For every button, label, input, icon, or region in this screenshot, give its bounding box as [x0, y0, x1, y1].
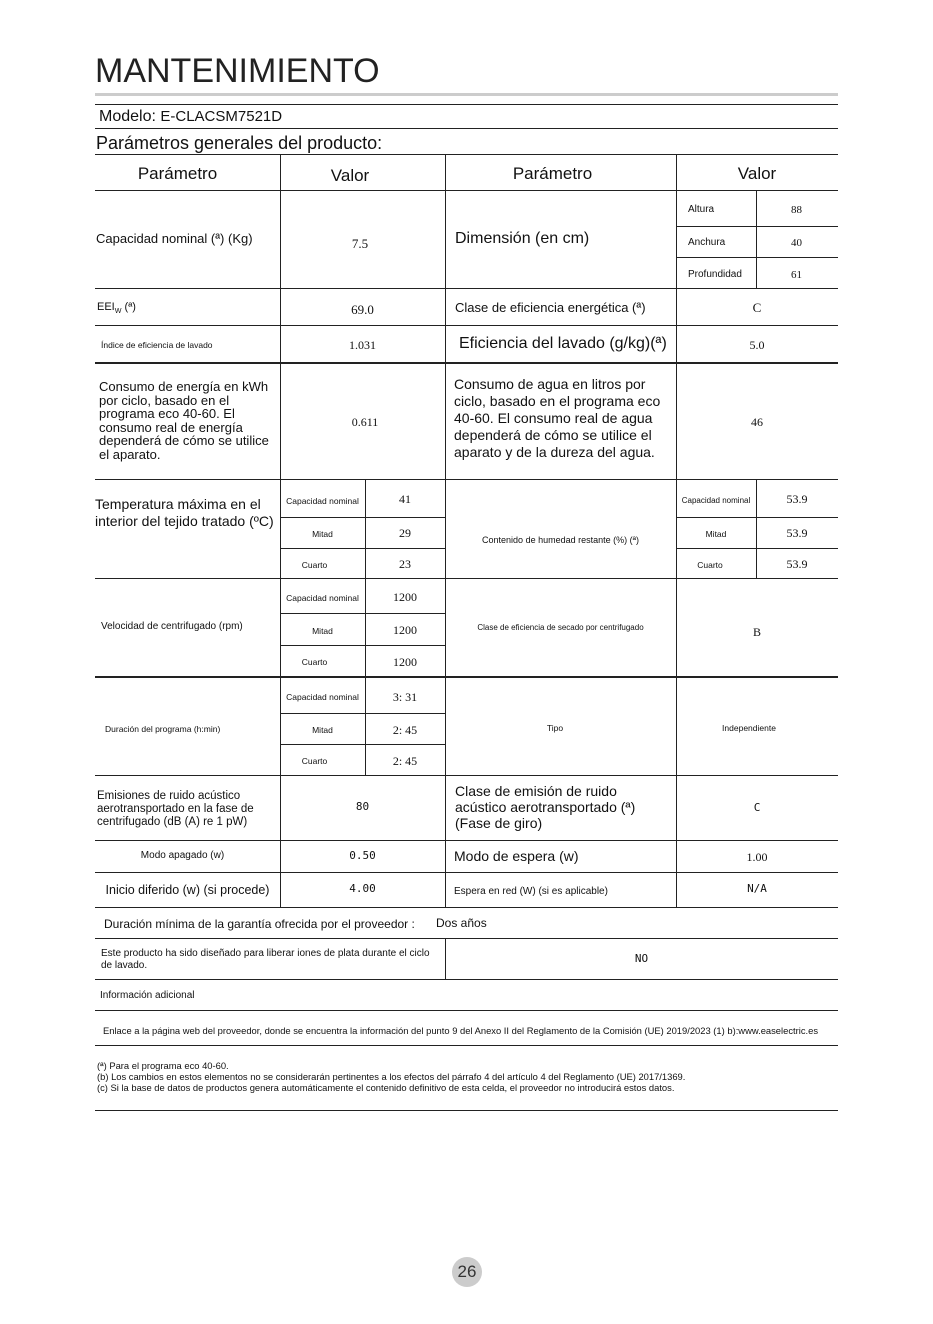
- header-param-right: Parámetro: [512, 164, 593, 183]
- spin-class-value: B: [752, 625, 761, 639]
- spin-speed-label: Velocidad de centrifugado (rpm): [101, 621, 243, 632]
- dimension-item-value: 88: [791, 204, 802, 216]
- header-param-left: Parámetro: [137, 164, 218, 183]
- off-mode-value: 0.50: [349, 849, 376, 862]
- energy-class-value: C: [752, 300, 762, 315]
- spin-class-label: Clase de eficiencia de secado por centrifugado: [477, 623, 644, 632]
- moisture-item-label: Mitad: [705, 529, 727, 539]
- spin-item-value: 1200: [393, 655, 417, 669]
- type-value: Independiente: [722, 723, 776, 733]
- silver-label: Este producto ha sido diseñado para liberar iones de plata durante el ciclo de lavado.: [101, 948, 430, 971]
- section-title: Parámetros generales del producto:: [96, 133, 383, 153]
- duration-item-value: 2: 45: [392, 754, 418, 768]
- page-number: 26: [457, 1262, 477, 1281]
- capacity-value: 7.5: [351, 236, 369, 251]
- network-standby-value: N/A: [747, 882, 767, 895]
- wash-index-value: 1.031: [349, 338, 376, 352]
- max-temp-item-value: 41: [399, 492, 411, 506]
- dimension-item-label: Profundidad: [688, 269, 742, 280]
- duration-item-value: 3: 31: [392, 690, 418, 704]
- footnote: (b) Los cambios en estos elementos no se considerarán pertinentes a los efectos del párrafo 4 del artículo 4 del Reglamento (UE) 2017/1369.: [97, 1071, 686, 1082]
- dimension-label: Dimensión (en cm): [455, 230, 590, 247]
- eei-label-suffix: (ª): [121, 301, 136, 313]
- spin-item-value: 1200: [393, 590, 417, 604]
- eei-label: [97, 301, 136, 315]
- dimension-item-value: 40: [791, 237, 802, 249]
- type-label: Tipo: [546, 723, 564, 733]
- max-temp-item-value: 29: [399, 526, 411, 540]
- wash-eff-value: 5.0: [749, 338, 765, 352]
- spin-item-label: Mitad: [312, 626, 333, 636]
- moisture-item-value: 53.9: [786, 492, 808, 506]
- duration-item-label: Mitad: [312, 725, 333, 735]
- dimension-item-value: 61: [791, 269, 802, 281]
- max-temp-item-value: 23: [399, 557, 411, 571]
- supplier-link: Enlace a la página web del proveedor, donde se encuentra la información del punto 9 del Anexo II del Reglamento de la Comisión (UE) 2019/2023 (1) b):www.easelectric.es: [103, 1025, 819, 1036]
- footnote: (c) Si la base de datos de productos genera automáticamente el contenido definitivo de esta celda, el proveedor no introducirá estos datos.: [97, 1082, 675, 1093]
- duration-label: Duración del programa (h:min): [105, 724, 221, 734]
- header-value-right: Valor: [737, 164, 777, 183]
- warranty-value: Dos años: [436, 916, 487, 930]
- moisture-item-value: 53.9: [786, 557, 808, 571]
- network-standby-label: Espera en red (W) (si es aplicable): [454, 886, 608, 897]
- max-temp-item-label: Cuarto: [301, 560, 328, 570]
- warranty-label: Duración mínima de la garantía ofrecida por el proveedor :: [104, 917, 415, 931]
- rule: [95, 128, 838, 129]
- spin-item-label: Cuarto: [301, 657, 328, 667]
- dimension-item-label: Altura: [688, 204, 715, 215]
- energy-consumption-label: Consumo de energía en kWh por ciclo, basado en el programa eco 40-60. El consumo real de energía dependerá de cómo se utilice el aparato.: [99, 379, 269, 462]
- energy-class-label: Clase de eficiencia energética (ª): [455, 300, 646, 315]
- model-label: Modelo:: [99, 108, 161, 125]
- page-title: MANTENIMIENTO: [95, 52, 380, 90]
- duration-item-label: Cuarto: [301, 756, 328, 766]
- delay-start-value: 4.00: [349, 882, 376, 895]
- title-underline: [95, 93, 838, 96]
- noise-value: 80: [355, 800, 370, 813]
- noise-class-label: Clase de emisión de ruido acústico aerotransportado (ª) (Fase de giro): [455, 783, 636, 831]
- eei-value: 69.0: [351, 302, 374, 317]
- spin-item-value: 1200: [393, 623, 417, 637]
- eei-label-sub: W: [114, 307, 122, 316]
- capacity-label: Capacidad nominal (ª) (Kg): [96, 231, 253, 246]
- spin-item-label: Capacidad nominal: [286, 593, 359, 603]
- moisture-label: Contenido de humedad restante (%) (ª): [482, 535, 639, 545]
- duration-item-label: Capacidad nominal: [286, 692, 359, 702]
- moisture-item-label: Capacidad nominal: [681, 496, 751, 505]
- wash-index-label: Índice de eficiencia de lavado: [101, 340, 213, 350]
- footnote: (ª) Para el programa eco 40-60.: [97, 1060, 229, 1071]
- eei-label-main: EEI: [97, 301, 115, 313]
- delay-start-label: Inicio diferido (w) (si procede): [105, 883, 270, 897]
- water-consumption-value: 46: [751, 415, 763, 429]
- standby-value: 1.00: [746, 850, 768, 864]
- duration-item-value: 2: 45: [392, 723, 418, 737]
- wash-eff-label: Eficiencia del lavado (g/kg)(ª): [459, 335, 667, 352]
- additional-label: Información adicional: [100, 990, 195, 1001]
- max-temp-item-label: Mitad: [312, 529, 333, 539]
- rule: [95, 104, 838, 105]
- max-temp-item-label: Capacidad nominal: [286, 496, 359, 506]
- moisture-item-value: 53.9: [786, 526, 808, 540]
- moisture-item-label: Cuarto: [697, 560, 723, 570]
- max-temp-label: Temperatura máxima en el interior del tejido tratado (ºC): [95, 496, 274, 529]
- energy-consumption-value: 0.611: [351, 415, 379, 429]
- dimension-item-label: Anchura: [688, 237, 726, 248]
- water-consumption-label: Consumo de agua en litros por ciclo, basado en el programa eco 40-60. El consumo real de agua dependerá de cómo se utilice el aparato y de la dureza del agua.: [454, 376, 661, 460]
- silver-value: NO: [634, 952, 649, 965]
- standby-label: Modo de espera (w): [454, 848, 579, 864]
- model-value: E-CLACSM7521D: [160, 108, 283, 125]
- model-line: [99, 108, 282, 126]
- header-value-left: Valor: [330, 166, 370, 185]
- noise-label: Emisiones de ruido acústico aerotransportado en la fase de centrifugado (dB (A) re 1 pW): [97, 790, 254, 828]
- off-mode-label: Modo apagado (w): [140, 850, 225, 861]
- noise-class-value: C: [753, 801, 761, 814]
